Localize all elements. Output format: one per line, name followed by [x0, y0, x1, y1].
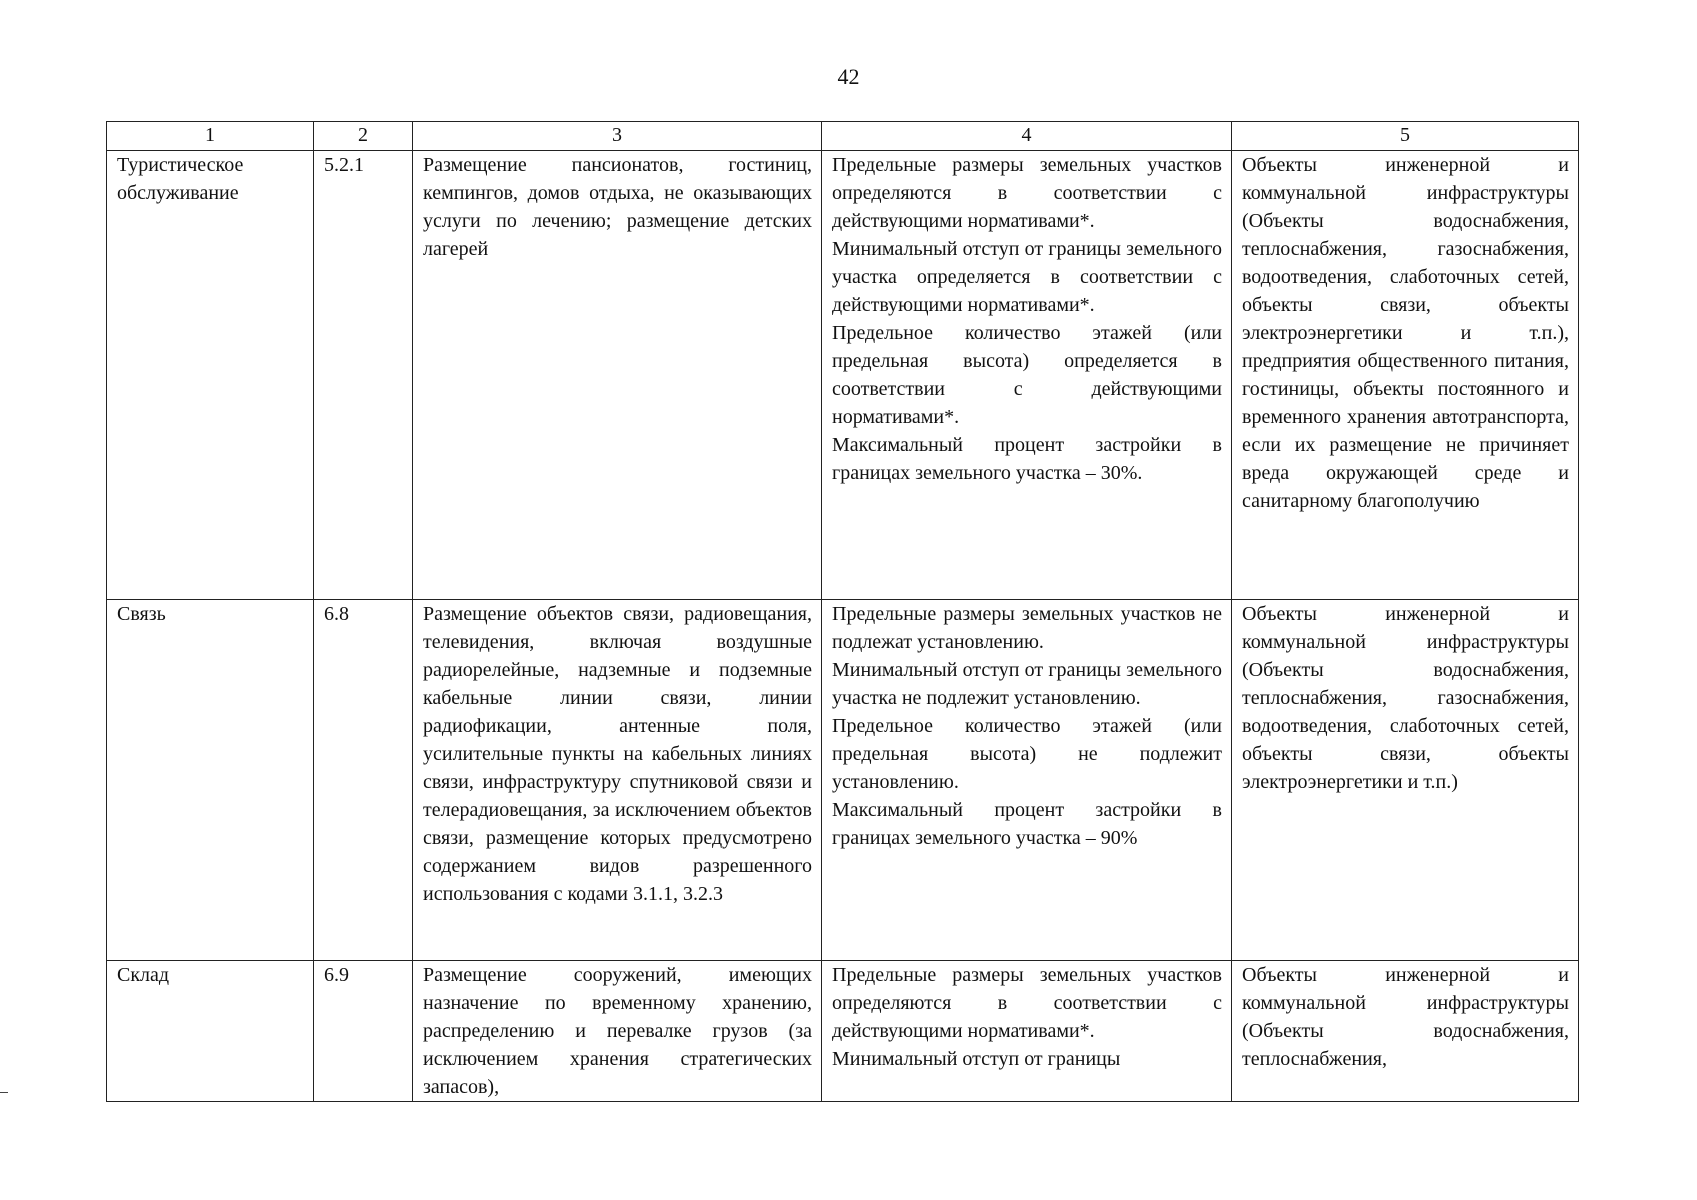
- table-row: [107, 600, 1579, 961]
- land-use-table: [106, 121, 1579, 1102]
- column-header-2: 2: [314, 122, 413, 151]
- auxiliary-uses: Объекты инженерной и коммунальной инфраструктуры (Объекты водоснабжения, теплоснабжения,: [1232, 961, 1579, 1102]
- use-type-description: Размещение сооружений, имеющих назначение по временному хранению, распределению и перевалке грузов (за исключением хранения стратегических запасов),: [413, 961, 822, 1102]
- parameter-coverage: Максимальный процент застройки в границах земельного участка – 90%: [832, 799, 1222, 849]
- use-type-name: Склад: [107, 961, 314, 1102]
- use-type-name: Связь: [107, 600, 314, 961]
- parameter-floors: Предельное количество этажей (или предельная высота) определяется в соответствии с действующими нормативами*.: [832, 322, 1222, 428]
- table-row: [107, 961, 1579, 1102]
- auxiliary-uses: Объекты инженерной и коммунальной инфраструктуры (Объекты водоснабжения, теплоснабжения, газоснабжения, водоотведения, слаботочных сетей, объекты связи, объекты электроэнергетики и т.п.): [1232, 600, 1579, 961]
- use-type-code: 5.2.1: [314, 151, 413, 600]
- parameter-coverage: Максимальный процент застройки в границах земельного участка – 30%.: [832, 434, 1222, 484]
- use-type-name: Туристическое обслуживание: [107, 151, 314, 600]
- use-type-description: Размещение пансионатов, гостиниц, кемпингов, домов отдыха, не оказывающих услуги по лечению; размещение детских лагерей: [413, 151, 822, 600]
- page-number: 42: [837, 64, 860, 89]
- building-parameters: [822, 600, 1232, 961]
- auxiliary-uses: Объекты инженерной и коммунальной инфраструктуры (Объекты водоснабжения, теплоснабжения, газоснабжения, водоотведения, слаботочных сетей, объекты связи, объекты электроэнергетики и т.п.), предприятия общественного питания, гостиницы, объекты постоянного и временного хранения автотранспорта, если их размещение не причиняет вреда окружающей среде и санитарному благополучию: [1232, 151, 1579, 600]
- parameter-plot-size: Предельные размеры земельных участков определяются в соответствии с действующими нормативами*.: [832, 154, 1222, 232]
- use-type-code: 6.9: [314, 961, 413, 1102]
- table-row: [107, 151, 1579, 600]
- parameter-floors: Предельное количество этажей (или предельная высота) не подлежит установлению.: [832, 715, 1222, 793]
- building-parameters: [822, 151, 1232, 600]
- column-header-1: 1: [107, 122, 314, 151]
- column-header-4: 4: [822, 122, 1232, 151]
- parameter-setback: Минимальный отступ от границы земельного участка не подлежит установлению.: [832, 659, 1222, 709]
- parameter-setback: Минимальный отступ от границы земельного участка определяется в соответствии с действующими нормативами*.: [832, 238, 1222, 316]
- parameter-plot-size: Предельные размеры земельных участков определяются в соответствии с действующими нормативами*.: [832, 964, 1222, 1042]
- use-type-description: Размещение объектов связи, радиовещания, телевидения, включая воздушные радиорелейные, надземные и подземные кабельные линии связи, линии радиофикации, антенные поля, усилительные пункты на кабельных линиях связи, инфраструктуру спутниковой связи и телерадиовещания, за исключением объектов связи, размещение которых предусмотрено содержанием видов разрешенного использования с кодами 3.1.1, 3.2.3: [413, 600, 822, 961]
- parameter-plot-size: Предельные размеры земельных участков не подлежат установлению.: [832, 603, 1222, 653]
- building-parameters: [822, 961, 1232, 1102]
- margin-mark: [0, 1092, 8, 1093]
- use-type-code: 6.8: [314, 600, 413, 961]
- parameter-setback: Минимальный отступ от границы: [832, 1048, 1121, 1070]
- column-header-5: 5: [1232, 122, 1579, 151]
- column-header-3: 3: [413, 122, 822, 151]
- table-header-row: [107, 122, 1579, 151]
